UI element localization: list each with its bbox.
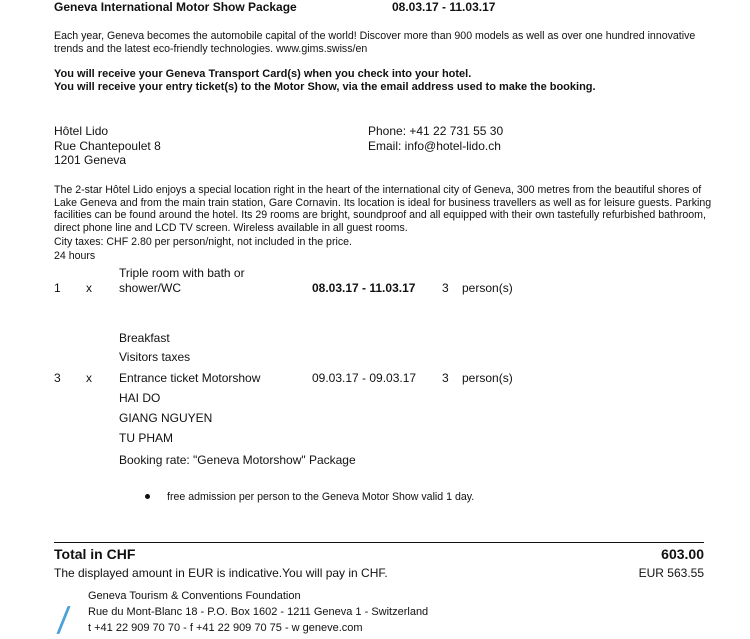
- package-intro: Each year, Geneva becomes the automobile capital of the world! Discover more than 900 models as well as over one hundred innovative trends and the latest eco-friendly technologies. www.gims.swiss/en: [54, 30, 696, 55]
- bullet-text: free admission per person to the Geneva Motor Show valid 1 day.: [167, 491, 475, 503]
- hotel-description: The 2-star Hôtel Lido enjoys a special location right in the heart of the international city of Geneva, 300 metres from the beautiful shores of Lake Geneva and from the main train station, Gare Cornavin. Its location is ideal for business travellers as well as for leisure guests. Parking facilities can be found around the hotel. Its 29 rooms are bright, soundproof and all equipped with their own tastefully refurbished bathroom, direct phone line and LCD TV screen. Wireless available in all guest rooms.: [54, 184, 712, 234]
- item2-persons: 3: [442, 371, 449, 385]
- hotel-name: Hôtel Lido: [54, 124, 109, 138]
- item2-qty: 3: [54, 371, 61, 385]
- item1-qty: 1: [54, 281, 61, 295]
- item2-extra-visitors-taxes: Visitors taxes: [119, 350, 191, 364]
- total-eur: EUR 563.55: [638, 566, 704, 580]
- hotel-email: Email: info@hotel-lido.ch: [368, 139, 501, 153]
- opening-hours: 24 hours: [54, 250, 96, 262]
- total-amount: 603.00: [661, 546, 704, 562]
- package-dates: 08.03.17 - 11.03.17: [392, 0, 496, 14]
- footer-org: Geneva Tourism & Conventions Foundation: [88, 590, 301, 602]
- bullet-dot: [145, 494, 150, 499]
- guest-name: GIANG NGUYEN: [119, 411, 213, 425]
- footer-contact: t +41 22 909 70 70 - f +41 22 909 70 75 - w geneve.com: [88, 622, 363, 634]
- item1-desc-line2: shower/WC: [119, 281, 182, 295]
- guest-name: TU PHAM: [119, 431, 173, 445]
- hotel-city: 1201 Geneva: [54, 153, 127, 167]
- hotel-phone: Phone: +41 22 731 55 30: [368, 124, 504, 138]
- item1-persons: 3: [442, 281, 449, 295]
- notice-entry-ticket: You will receive your entry ticket(s) to the Motor Show, via the email address used to make the booking.: [54, 81, 596, 93]
- logo-slash-icon: [56, 606, 70, 634]
- item1-dates: 08.03.17 - 11.03.17: [312, 281, 416, 295]
- guest-name: HAI DO: [119, 391, 161, 405]
- item2-persons-label: person(s): [462, 371, 513, 385]
- city-tax: City taxes: CHF 2.80 per person/night, not included in the price.: [54, 236, 352, 248]
- total-note: The displayed amount in EUR is indicative.You will pay in CHF.: [54, 566, 388, 580]
- notice-transport-card: You will receive your Geneva Transport Card(s) when you check into your hotel.: [54, 68, 472, 80]
- booking-rate: Booking rate: "Geneva Motorshow" Package: [119, 453, 356, 467]
- item1-x: x: [86, 281, 92, 295]
- item2-desc: Entrance ticket Motorshow: [119, 371, 261, 385]
- item2-x: x: [86, 371, 92, 385]
- item2-dates: 09.03.17 - 09.03.17: [312, 371, 417, 385]
- item1-desc-line1: Triple room with bath or: [119, 266, 245, 280]
- package-title: Geneva International Motor Show Package: [54, 0, 297, 14]
- total-label: Total in CHF: [54, 546, 136, 562]
- hotel-street: Rue Chantepoulet 8: [54, 139, 161, 153]
- item2-extra-breakfast: Breakfast: [119, 331, 170, 345]
- footer-address: Rue du Mont-Blanc 18 - P.O. Box 1602 - 1211 Geneva 1 - Switzerland: [88, 606, 429, 618]
- item1-persons-label: person(s): [462, 281, 513, 295]
- total-divider: [54, 542, 704, 543]
